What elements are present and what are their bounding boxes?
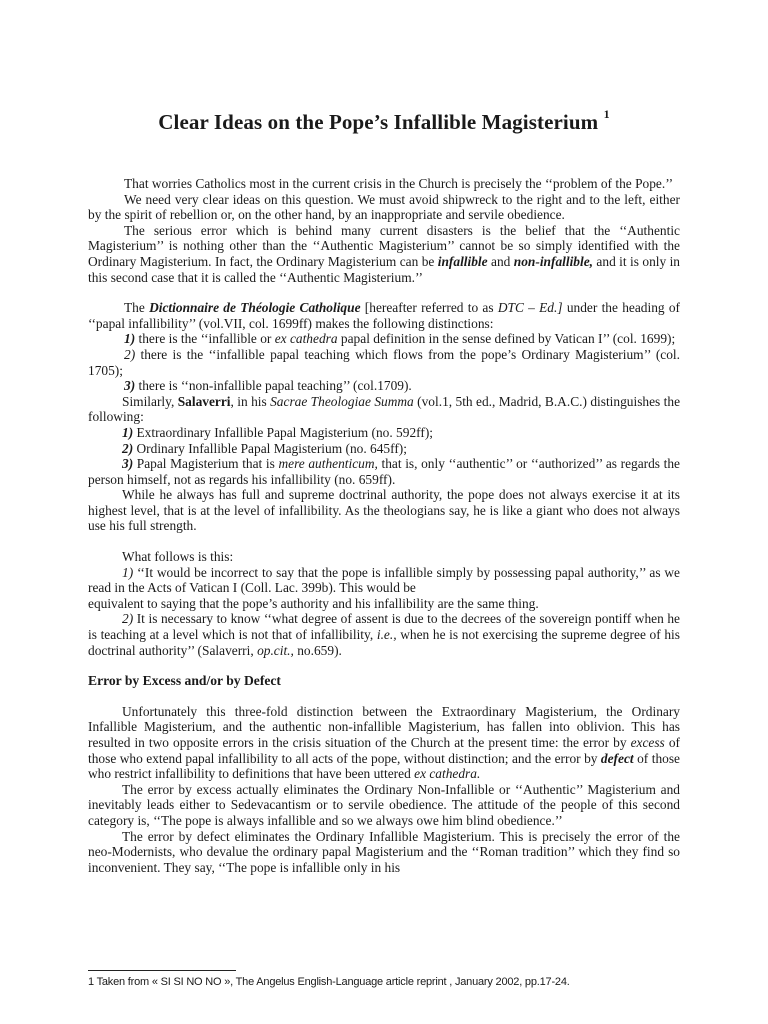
spacer — [88, 658, 680, 673]
list-number: 1) — [124, 331, 136, 347]
paragraph-what-follows: What follows is this: — [122, 549, 234, 565]
list-item-salaverri-1 — [88, 425, 680, 441]
emphasis-excess: excess — [630, 735, 665, 750]
emphasis-infallible: infallible — [437, 253, 488, 269]
text-run: there is the ‘‘infallible or — [135, 331, 275, 347]
paragraph-clear-ideas: We need very clear ideas on this question. We must avoid shipwreck to the right and to the left, either by the spirit of rebellion or, on the other hand, by an inappropriate and servile obedience. — [88, 191, 680, 223]
book-title: Sacrae Theologiae Summa — [270, 393, 414, 409]
dtc-title: Dictionnaire de Théologie Catholique — [149, 300, 361, 316]
list-number: 2) — [124, 346, 136, 362]
emphasis-defect: defect — [600, 750, 634, 766]
footnote: 1 Taken from « SI SI NO NO », The Angelus English-Language article reprint , January 2002, pp.17-24. — [88, 976, 570, 988]
text-run: that is, only ‘‘authentic’’ or ‘‘authorized’’ as regards the person himself, not as regards his infallibility (no. 659ff). — [88, 456, 680, 487]
text-run: The serious error which is behind many current disasters is the belief that the ‘‘Authentic Magisterium’’ is nothing other than the ‘‘Authentic Magisterium’’ cannot be so simply identified with the Ordinary Magisterium. In fact, the Ordinary Magisterium can be — [88, 222, 680, 269]
list-number: 3) — [122, 456, 134, 472]
list-number: 1) — [122, 564, 134, 580]
text-italic: mere authenticum, — [278, 456, 378, 472]
text-run: there is the ‘‘infallible papal teaching which flows from the pope’s Ordinary Magisterium’’ (col. 1705); — [88, 346, 680, 378]
text-run: (vol.1, 5th ed., Madrid, B.A.C.) distinguishes the following: — [88, 393, 681, 425]
text-run: Ordinary Infallible Papal Magisterium (no. 645ff); — [133, 440, 407, 456]
text-run: of those who extend papal infallibility to all acts of the pope, without distinction; and the error by — [88, 735, 680, 766]
text-italic: ex cathedra — [274, 331, 338, 347]
text-run: Unfortunately this three-fold distinction between the Extraordinary Magisterium, the Ordinary Infallible Magisterium, and the authentic non-infallible Magisterium, has fallen into oblivion. This has resulted in two opposite errors in the crisis situation of the Church at the present time: the error by — [88, 703, 680, 750]
spacer — [88, 689, 680, 704]
dtc-abbrev: DTC – Ed.] — [497, 300, 563, 316]
list-number: 3) — [124, 378, 136, 394]
text-run: Papal Magisterium that is — [133, 456, 279, 472]
list-number: 2) — [122, 440, 134, 456]
text-run: when he is not exercising the supreme degree of his doctrinal authority’’ (Salaverri, — [88, 627, 680, 658]
paragraph-three-fold — [88, 704, 680, 782]
text-run: Extraordinary Infallible Papal Magisterium (no. 592ff); — [133, 424, 434, 440]
list-item-salaverri-2 — [88, 441, 680, 457]
spacer — [88, 534, 680, 549]
text-run: and it is only in this second case that it is called the ‘‘Authentic Magisterium.’’ — [88, 253, 681, 285]
list-number: 1) — [122, 424, 134, 440]
text-run: under the heading of ‘‘papal infallibility’’ (vol.VII, col. 1699ff) makes the following distinctions: — [88, 300, 681, 331]
text-run: there is ‘‘non-infallible papal teaching’’ (col.1709). — [135, 378, 412, 394]
list-number: 2) — [122, 611, 134, 627]
paragraph-salaverri — [88, 394, 680, 425]
list-item-dtc-2 — [88, 347, 680, 378]
article-body — [88, 176, 680, 875]
text-run: ‘‘It would be incorrect to say that the pope is infallible simply by possessing papal authority,’’ as we read in the Acts of Vatican I (Coll. Lac. 399b). This would be — [88, 564, 680, 596]
list-item-follows-1 — [88, 565, 680, 596]
list-item-dtc-1 — [88, 331, 680, 347]
footnote-divider — [88, 970, 236, 971]
text-italic: op.cit., — [257, 642, 294, 658]
list-item-follows-2 — [88, 611, 680, 658]
section-heading: Error by Excess and/or by Defect — [88, 673, 281, 689]
text-run: and — [487, 253, 514, 269]
text-run: [hereafter referred to as — [360, 300, 498, 316]
author-name: Salaverri — [177, 393, 231, 409]
text-run: papal definition in the sense defined by Vatican I’’ (col. 1699); — [337, 331, 676, 347]
paragraph-error-by-defect: The error by defect eliminates the Ordinary Infallible Magisterium. This is precisely the error of the neo-Modernists, who devalue the ordinary papal Magisterium and the ‘‘Roman tradition’’ which they find so inconvenient. They say, ‘‘The pope is infallible only in his — [88, 828, 680, 875]
text-italic: i.e., — [376, 627, 397, 643]
title-footnote-marker: 1 — [603, 107, 610, 121]
list-item-follows-1-continued: equivalent to saying that the pope’s authority and his infallibility are the same thing. — [88, 595, 539, 611]
list-item-dtc-3 — [88, 378, 680, 394]
text-italic: ex cathedra. — [414, 766, 481, 782]
spacer — [88, 285, 680, 300]
paragraph-giant: While he always has full and supreme doctrinal authority, the pope does not always exercise it at its highest level, that is at the level of infallibility. As the theologians say, he is like a giant who does not always use his full strength. — [88, 487, 680, 534]
text-run: Similarly, — [122, 393, 178, 409]
page-title — [0, 107, 768, 135]
text-run: The — [124, 300, 150, 316]
paragraph-dtc — [88, 300, 680, 331]
text-run: , in his — [230, 393, 271, 409]
list-item-salaverri-3 — [88, 456, 680, 487]
text-run: no.659). — [293, 642, 342, 658]
paragraph-error-by-excess: The error by excess actually eliminates the Ordinary Non-Infallible or ‘‘Authentic’’ Magisterium and inevitably leads either to Sedevacantism or to servile obedience. The attitude of the people of this second category is, ‘‘The pope is always infallible and so we always owe him blind obedience.’’ — [88, 781, 680, 828]
paragraph-serious-error — [88, 223, 680, 285]
text-run: of those who restrict infallibility to definitions that have been uttered — [88, 750, 680, 782]
title-text: Clear Ideas on the Pope’s Infallible Magisterium — [158, 110, 599, 134]
paragraph-problem-of-pope: That worries Catholics most in the current crisis in the Church is precisely the ‘‘problem of the Pope.’’ — [124, 176, 674, 191]
text-run: It is necessary to know ‘‘what degree of assent is due to the decrees of the sovereign pontiff when he is teaching at a level which is not that of infallibility, — [88, 611, 680, 643]
emphasis-non-infallible: non-infallible, — [513, 253, 594, 269]
